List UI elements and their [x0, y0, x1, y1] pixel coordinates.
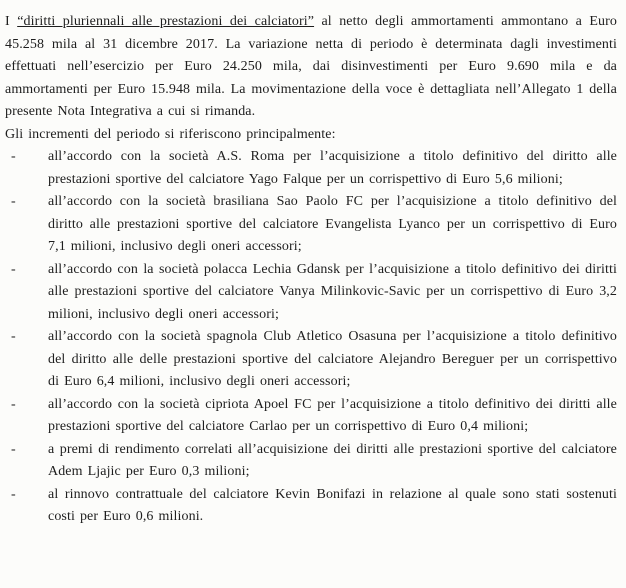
list-item-text: all’accordo con la società polacca Lechia Gdansk per l’acquisizione a titolo definitivo dei diritti alle prestazioni sportive del calciatore Vanya Milinkovic-Savic per un corrispettivo di Euro 3,2 milioni, inclusivo degli oneri accessori; — [48, 261, 617, 322]
list-item-text: all’accordo con la società cipriota Apoel FC per l’acquisizione a titolo definitivo dei diritti alle prestazioni sportive del calciatore Carlao per un corrispettivo di Euro 0,4 milioni; — [48, 396, 617, 434]
list-item-text: all’accordo con la società brasiliana Sao Paolo FC per l’acquisizione a titolo definitivo del diritto alle prestazioni sportive del calciatore Evangelista Lyanco per un corrispettivo di Euro 7,1 milioni, inclusivo degli oneri accessori; — [48, 194, 617, 254]
bullet-dash: - — [11, 396, 16, 412]
bullet-dash: - — [11, 261, 16, 277]
increments-list — [5, 146, 617, 529]
list-heading: Gli incrementi del periodo si riferiscono principalmente: — [5, 126, 336, 142]
list-item-text: all’accordo con la società A.S. Roma per l’acquisizione a titolo definitivo del diritto alle prestazioni sportive del calciatore Yago Falque per un corrispettivo di Euro 5,6 milioni; — [48, 149, 617, 187]
intro-prefix: I — [5, 14, 18, 29]
list-item — [5, 439, 617, 484]
bullet-dash: - — [11, 441, 16, 457]
bullet-dash: - — [11, 149, 16, 164]
intro-text: al netto degli ammortamenti ammontano a Euro 45.258 mila al 31 dicembre 2017. La variazione netta di periodo è determinata dagli investimenti effettuati nell’esercizio per Euro 24.250 mila, dai disinvestimenti per Euro 9.690 mila e da ammortamenti per Euro 15.948 mila. La movimentazione della voce è dettagliata nell’Allegato 1 della presente Nota Integrativa a cui si rimanda. — [5, 14, 618, 119]
list-item — [5, 394, 617, 439]
list-item — [5, 146, 617, 191]
bullet-dash: - — [11, 486, 16, 502]
list-item — [5, 191, 617, 259]
bullet-dash: - — [11, 329, 16, 344]
bullet-dash: - — [11, 194, 16, 209]
intro-paragraph — [5, 11, 617, 124]
list-item — [5, 484, 617, 529]
list-item — [5, 259, 617, 327]
list-item-text: al rinnovo contrattuale del calciatore Kevin Bonifazi in relazione al quale sono stati sostenuti costi per Euro 0,6 milioni. — [48, 486, 617, 524]
list-item-text: a premi di rendimento correlati all’acquisizione dei diritti alle prestazioni sportive del calciatore Adem Ljajic per Euro 0,3 milioni; — [48, 441, 617, 479]
underlined-term: “diritti pluriennali alle prestazioni dei calciatori” — [17, 14, 315, 29]
list-item — [5, 326, 617, 394]
list-item-text: all’accordo con la società spagnola Club Atletico Osasuna per l’acquisizione a titolo definitivo del diritto alle delle prestazioni sportive del calciatore Alejandro Bereguer per un corrispettivo di Euro 6,4 milioni, inclusivo degli oneri accessori; — [48, 329, 617, 389]
